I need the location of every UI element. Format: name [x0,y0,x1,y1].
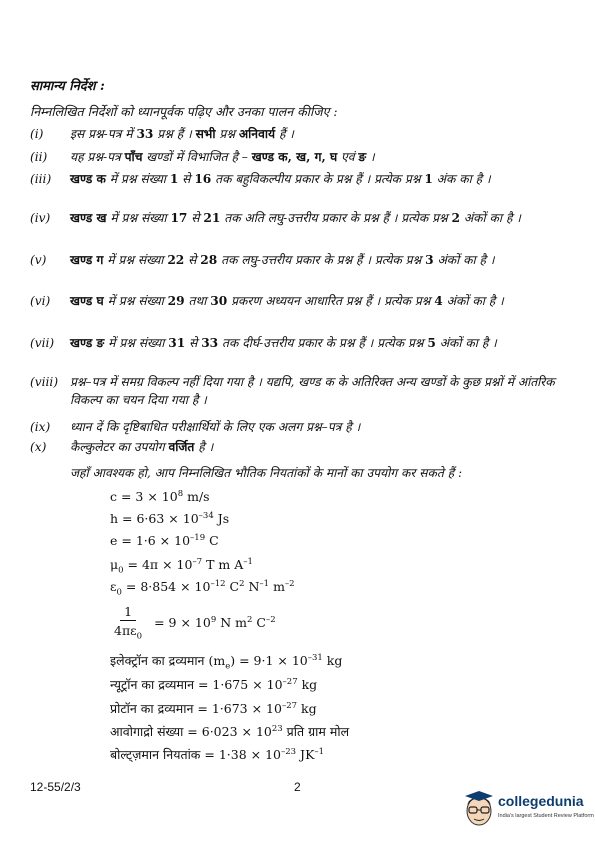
instruction-item [30,292,572,310]
brand-watermark [462,789,594,833]
instruction-item [30,148,572,166]
brand-tagline: India's largest Student Review Platform [498,813,594,819]
instruction-text: प्रश्न–पत्र में समग्र विकल्प नहीं दिया गया है । यद्यपि, खण्ड क के अतिरिक्त अन्य खण्डों के कुछ प्रश्नों में आंतरिक विकल्प का चयन दिया गया है । [70,375,555,407]
instruction-item [30,438,572,456]
instruction-text: यह प्रश्न-पत्र पाँच खण्डों में विभाजित है – खण्ड क, ख, ग, घ एवं ङ । [70,150,375,164]
constant-item: $\mu_0 = 4\pi \times 10^{-7}$ T m $A^{-1}$ [110,557,253,576]
instruction-item [30,373,572,409]
instruction-text: खण्ड ङ में प्रश्न संख्या 31 से 33 तक दीर्घ-उत्तरीय प्रकार के प्रश्न हैं । प्रत्येक प्रश्न 5 अंकों का है । [70,336,497,350]
instruction-number: (ii) [30,150,48,164]
constant-item: $h = 6\cdot 63 \times 10^{-34}$ Js [110,511,230,527]
section-heading: सामान्य निर्देश : [30,79,105,94]
instruction-item [30,125,572,143]
instruction-number: (vii) [30,336,55,350]
instruction-text: खण्ड ग में प्रश्न संख्या 22 से 28 तक लघु-उत्तरीय प्रकार के प्रश्न हैं । प्रत्येक प्रश्न 3 अंकों का है । [70,253,495,267]
instruction-text: कैल्कुलेटर का उपयोग वर्जित है । [70,440,214,454]
page-number: 2 [294,780,301,794]
instruction-item [30,251,572,269]
instruction-text: खण्ड क में प्रश्न संख्या 1 से 16 तक बहुविकल्पीय प्रकार के प्रश्न हैं । प्रत्येक प्रश्न 1 अंक का है । [70,172,491,186]
mass-constant-item: बोल्ट्ज़मान नियतांक = $1\cdot 38 \times 10^{-23}$ $JK^{-1}$ [110,746,325,762]
instruction-number: (v) [30,253,47,267]
instruction-number: (ix) [30,420,51,434]
paper-code: 12-55/2/3 [30,780,81,794]
instruction-number: (viii) [30,375,59,389]
constant-item: $e = 1\cdot 6 \times 10^{-19}$ C [110,533,219,549]
coulomb-constant [110,604,276,642]
mass-constant-item: आवोगाद्रो संख्या = $6\cdot 023 \times 10^{23}$ प्रति ग्राम मोल [110,723,350,739]
brand-name: collegedunia [498,793,584,809]
constants-intro: जहाँ आवश्यक हो, आप निम्नलिखित भौतिक नियतांकों के मानों का उपयोग कर सकते हैं : [70,466,463,480]
instruction-item [30,170,572,188]
instruction-number: (iii) [30,172,52,186]
coulomb-fraction [110,604,146,642]
instruction-item [30,418,572,436]
instruction-text: इस प्रश्न-पत्र में 33 प्रश्न हैं । सभी प्रश्न अनिवार्य हैं । [70,127,294,141]
instruction-item [30,334,572,352]
instruction-number: (iv) [30,211,51,225]
instruction-number: (x) [30,440,47,454]
fraction-denominator: $4\pi\varepsilon_0$ [114,623,143,642]
constant-item: $c = 3 \times 10^8$ m/s [110,489,210,505]
fraction-value: = $9 \times 10^9$ N $m^2$ $C^{-2}$ [154,615,276,631]
instructions-intro: निम्नलिखित निर्देशों को ध्यानपूर्वक पढ़िए और उनका पालन कीजिए : [30,104,338,119]
constant-item: $\varepsilon_0 = 8\cdot 854 \times 10^{-12}$ $C^2$ $N^{-1}$ $m^{-2}$ [110,579,295,598]
instruction-number: (vi) [30,294,51,308]
instruction-text: ध्यान दें कि दृष्टिबाधित परीक्षार्थियों के लिए एक अलग प्रश्न–पत्र है । [70,420,361,434]
instruction-text: खण्ड ख में प्रश्न संख्या 17 से 21 तक अति लघु-उत्तरीय प्रकार के प्रश्न हैं । प्रत्येक प्रश्न 2 अंकों का है । [70,211,521,225]
fraction-numerator: 1 [120,604,136,621]
instruction-number: (i) [30,127,44,141]
mass-constant-item: न्यूट्रॉन का द्रव्यमान = $1\cdot 675 \times 10^{-27}$ kg [110,676,318,692]
mascot-logo-icon [462,789,496,829]
instruction-item [30,209,572,227]
instruction-text: खण्ड घ में प्रश्न संख्या 29 तथा 30 प्रकरण अध्ययन आधारित प्रश्न हैं । प्रत्येक प्रश्न 4 अंकों का है । [70,294,504,308]
mass-constant-item: प्रोटॉन का द्रव्यमान = $1\cdot 673 \times 10^{-27}$ kg [110,700,317,716]
mass-constant-item: इलेक्ट्रॉन का द्रव्यमान $(m_e) = 9\cdot 1 \times 10^{-31}$ kg [110,652,343,672]
